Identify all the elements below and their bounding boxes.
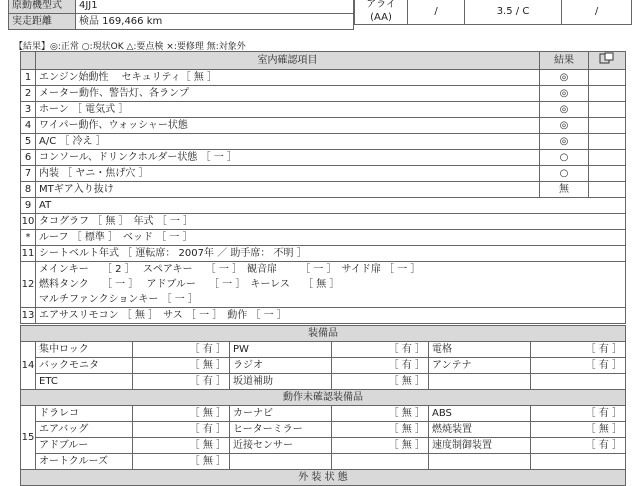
equipment-value: ［ 無 ］ [133, 438, 230, 454]
equipment-value: ［ 無 ］ [332, 406, 429, 422]
inspection-item: ワイパー動作、ウォッシャー状態 [36, 118, 540, 134]
row-number: * [21, 230, 36, 246]
key-line-3: マルチファンクションキー ［ 一 ］ [39, 294, 198, 305]
row-number: 5 [21, 134, 36, 150]
inspection-result: ◎ [540, 102, 589, 118]
inspection-result: ○ [540, 166, 589, 182]
vehicle-info-table [8, 0, 354, 30]
equipment-value: ［ 無 ］ [133, 454, 230, 470]
blank-cell [589, 150, 626, 166]
inspection-result: ◎ [540, 118, 589, 134]
equipment-name [429, 454, 531, 470]
equipment-value: ［ 有 ］ [531, 342, 626, 358]
equipment-name: ETC [36, 374, 133, 390]
inspection-item: シートベルト年式 ［ 運転席： 2007年 ／ 助手席： 不明 ］ [36, 246, 626, 262]
row-number: 11 [21, 246, 36, 262]
equipment-table [20, 325, 626, 486]
inspection-result: ◎ [540, 86, 589, 102]
equipment-name [429, 374, 531, 390]
inspection-item: エアサスリモコン ［ 無 ］ サス ［ 一 ］ 動作 ［ 一 ］ [36, 308, 626, 324]
inspection-item: A/C ［ 冷え ］ [36, 134, 540, 150]
equipment-value: ［ 有 ］ [332, 358, 429, 374]
row-number: 15 [21, 406, 36, 470]
equipment-name: カーナビ [230, 406, 332, 422]
equipment-name: ヒーターミラー [230, 422, 332, 438]
equipment-name: 坂道補助 [230, 374, 332, 390]
equipment-value: ［ 有 ］ [332, 342, 429, 358]
exterior-header-partial: 外 装 状 態 [21, 470, 626, 486]
equipment-name: PW [230, 342, 332, 358]
key-line-2: 燃料タンク ［ 一 ］ アドブルー ［ 一 ］ キーレス ［ 無 ］ [39, 279, 340, 290]
equipment-name: バックモニタ [36, 358, 133, 374]
blank-cell [589, 118, 626, 134]
equipment-name: 集中ロック [36, 342, 133, 358]
blank-cell [589, 70, 626, 86]
row-number: 14 [21, 342, 36, 390]
blank-cell [589, 134, 626, 150]
document-icon [589, 52, 626, 70]
equipment-header: 装備品 [21, 326, 626, 342]
equipment-name: 燃焼装置 [429, 422, 531, 438]
row-number: 13 [21, 308, 36, 324]
inspection-result: 無 [540, 182, 589, 198]
row-number: 4 [21, 118, 36, 134]
mileage-label: 実走距離 [9, 14, 76, 30]
inspection-item: 内装 ［ ヤニ・焦げ穴 ］ [36, 166, 540, 182]
equipment-name: アンテナ [429, 358, 531, 374]
row-number: 8 [21, 182, 36, 198]
inspection-item: エンジン始動性 セキュリティ［ 無 ］ [36, 70, 540, 86]
equipment-value: ［ 有 ］ [531, 438, 626, 454]
row-number: 3 [21, 102, 36, 118]
alignment-label-sub: (AA) [370, 12, 392, 23]
alignment-label [355, 0, 408, 25]
alignment-table [354, 0, 632, 25]
result-legend: 【結果】◎:正常 ○:現状OK △:要点検 ×:要修理 無:対象外 [14, 42, 246, 52]
equipment-value: ［ 有 ］ [133, 422, 230, 438]
equipment-value: ［ 無 ］ [332, 422, 429, 438]
motor-type-value: 4JJ1 [76, 0, 354, 14]
inspection-result: ◎ [540, 70, 589, 86]
inspection-item: メーター動作、警告灯、各ランプ [36, 86, 540, 102]
equipment-name: ABS [429, 406, 531, 422]
alignment-slash-2: / [562, 0, 632, 25]
equipment-value: ［ 有 ］ [133, 374, 230, 390]
alignment-label-text: アライ [366, 0, 396, 10]
equipment-value [531, 454, 626, 470]
inspection-result: ◎ [540, 134, 589, 150]
alignment-value: 3.5 / C [465, 0, 562, 25]
equipment-value [332, 454, 429, 470]
blank-cell [589, 86, 626, 102]
equipment-name [230, 454, 332, 470]
inspection-header-num [21, 52, 36, 70]
blank-cell [589, 102, 626, 118]
row-number: 1 [21, 70, 36, 86]
key-inventory-cell [36, 262, 626, 308]
inspection-item: コンソール、ドリンクホルダー状態 ［ 一 ］ [36, 150, 540, 166]
equipment-value [531, 374, 626, 390]
alignment-slash-1: / [408, 0, 465, 25]
row-number: 7 [21, 166, 36, 182]
equipment-name: アドブルー [36, 438, 133, 454]
mileage-value: 検品 169,466 km [76, 14, 354, 30]
equipment-value: ［ 無 ］ [332, 374, 429, 390]
equipment-name: エアバッグ [36, 422, 133, 438]
row-number: 12 [21, 262, 36, 308]
equipment-name: ラジオ [230, 358, 332, 374]
inspection-item: ルーフ ［ 標準 ］ ベッド ［ 一 ］ [36, 230, 626, 246]
row-number: 6 [21, 150, 36, 166]
equipment-value: ［ 有 ］ [133, 342, 230, 358]
equipment-value: ［ 無 ］ [332, 438, 429, 454]
motor-type-label: 原動機型式 [9, 0, 76, 14]
key-line-1: メインキー ［ 2 ］ スペアキー ［ 一 ］ 観音扉 ［ 一 ］ サイド扉 ［ 一 ］ [39, 264, 421, 275]
unconfirmed-header: 動作未確認装備品 [21, 390, 626, 406]
equipment-name: オートクルーズ [36, 454, 133, 470]
equipment-value: ［ 無 ］ [133, 406, 230, 422]
inspection-item: タコグラフ ［ 無 ］ 年式 ［ 一 ］ [36, 214, 626, 230]
inspection-header: 室内確認項目 [36, 52, 540, 70]
blank-cell [589, 182, 626, 198]
equipment-name: 電格 [429, 342, 531, 358]
equipment-name: 速度制御装置 [429, 438, 531, 454]
equipment-value: ［ 有 ］ [531, 406, 626, 422]
equipment-value: ［ 無 ］ [133, 358, 230, 374]
equipment-name: 近接センサー [230, 438, 332, 454]
inspection-table [20, 51, 626, 324]
equipment-name: ドラレコ [36, 406, 133, 422]
equipment-value: ［ 有 ］ [531, 358, 626, 374]
row-number: 2 [21, 86, 36, 102]
row-number: 10 [21, 214, 36, 230]
row-number: 9 [21, 198, 36, 214]
result-header: 結果 [540, 52, 589, 70]
blank-cell [589, 166, 626, 182]
equipment-value: ［ 無 ］ [531, 422, 626, 438]
inspection-item: AT [36, 198, 626, 214]
inspection-item: ホーン ［ 電気式 ］ [36, 102, 540, 118]
inspection-item: MTギア入り抜け [36, 182, 540, 198]
inspection-result: ○ [540, 150, 589, 166]
